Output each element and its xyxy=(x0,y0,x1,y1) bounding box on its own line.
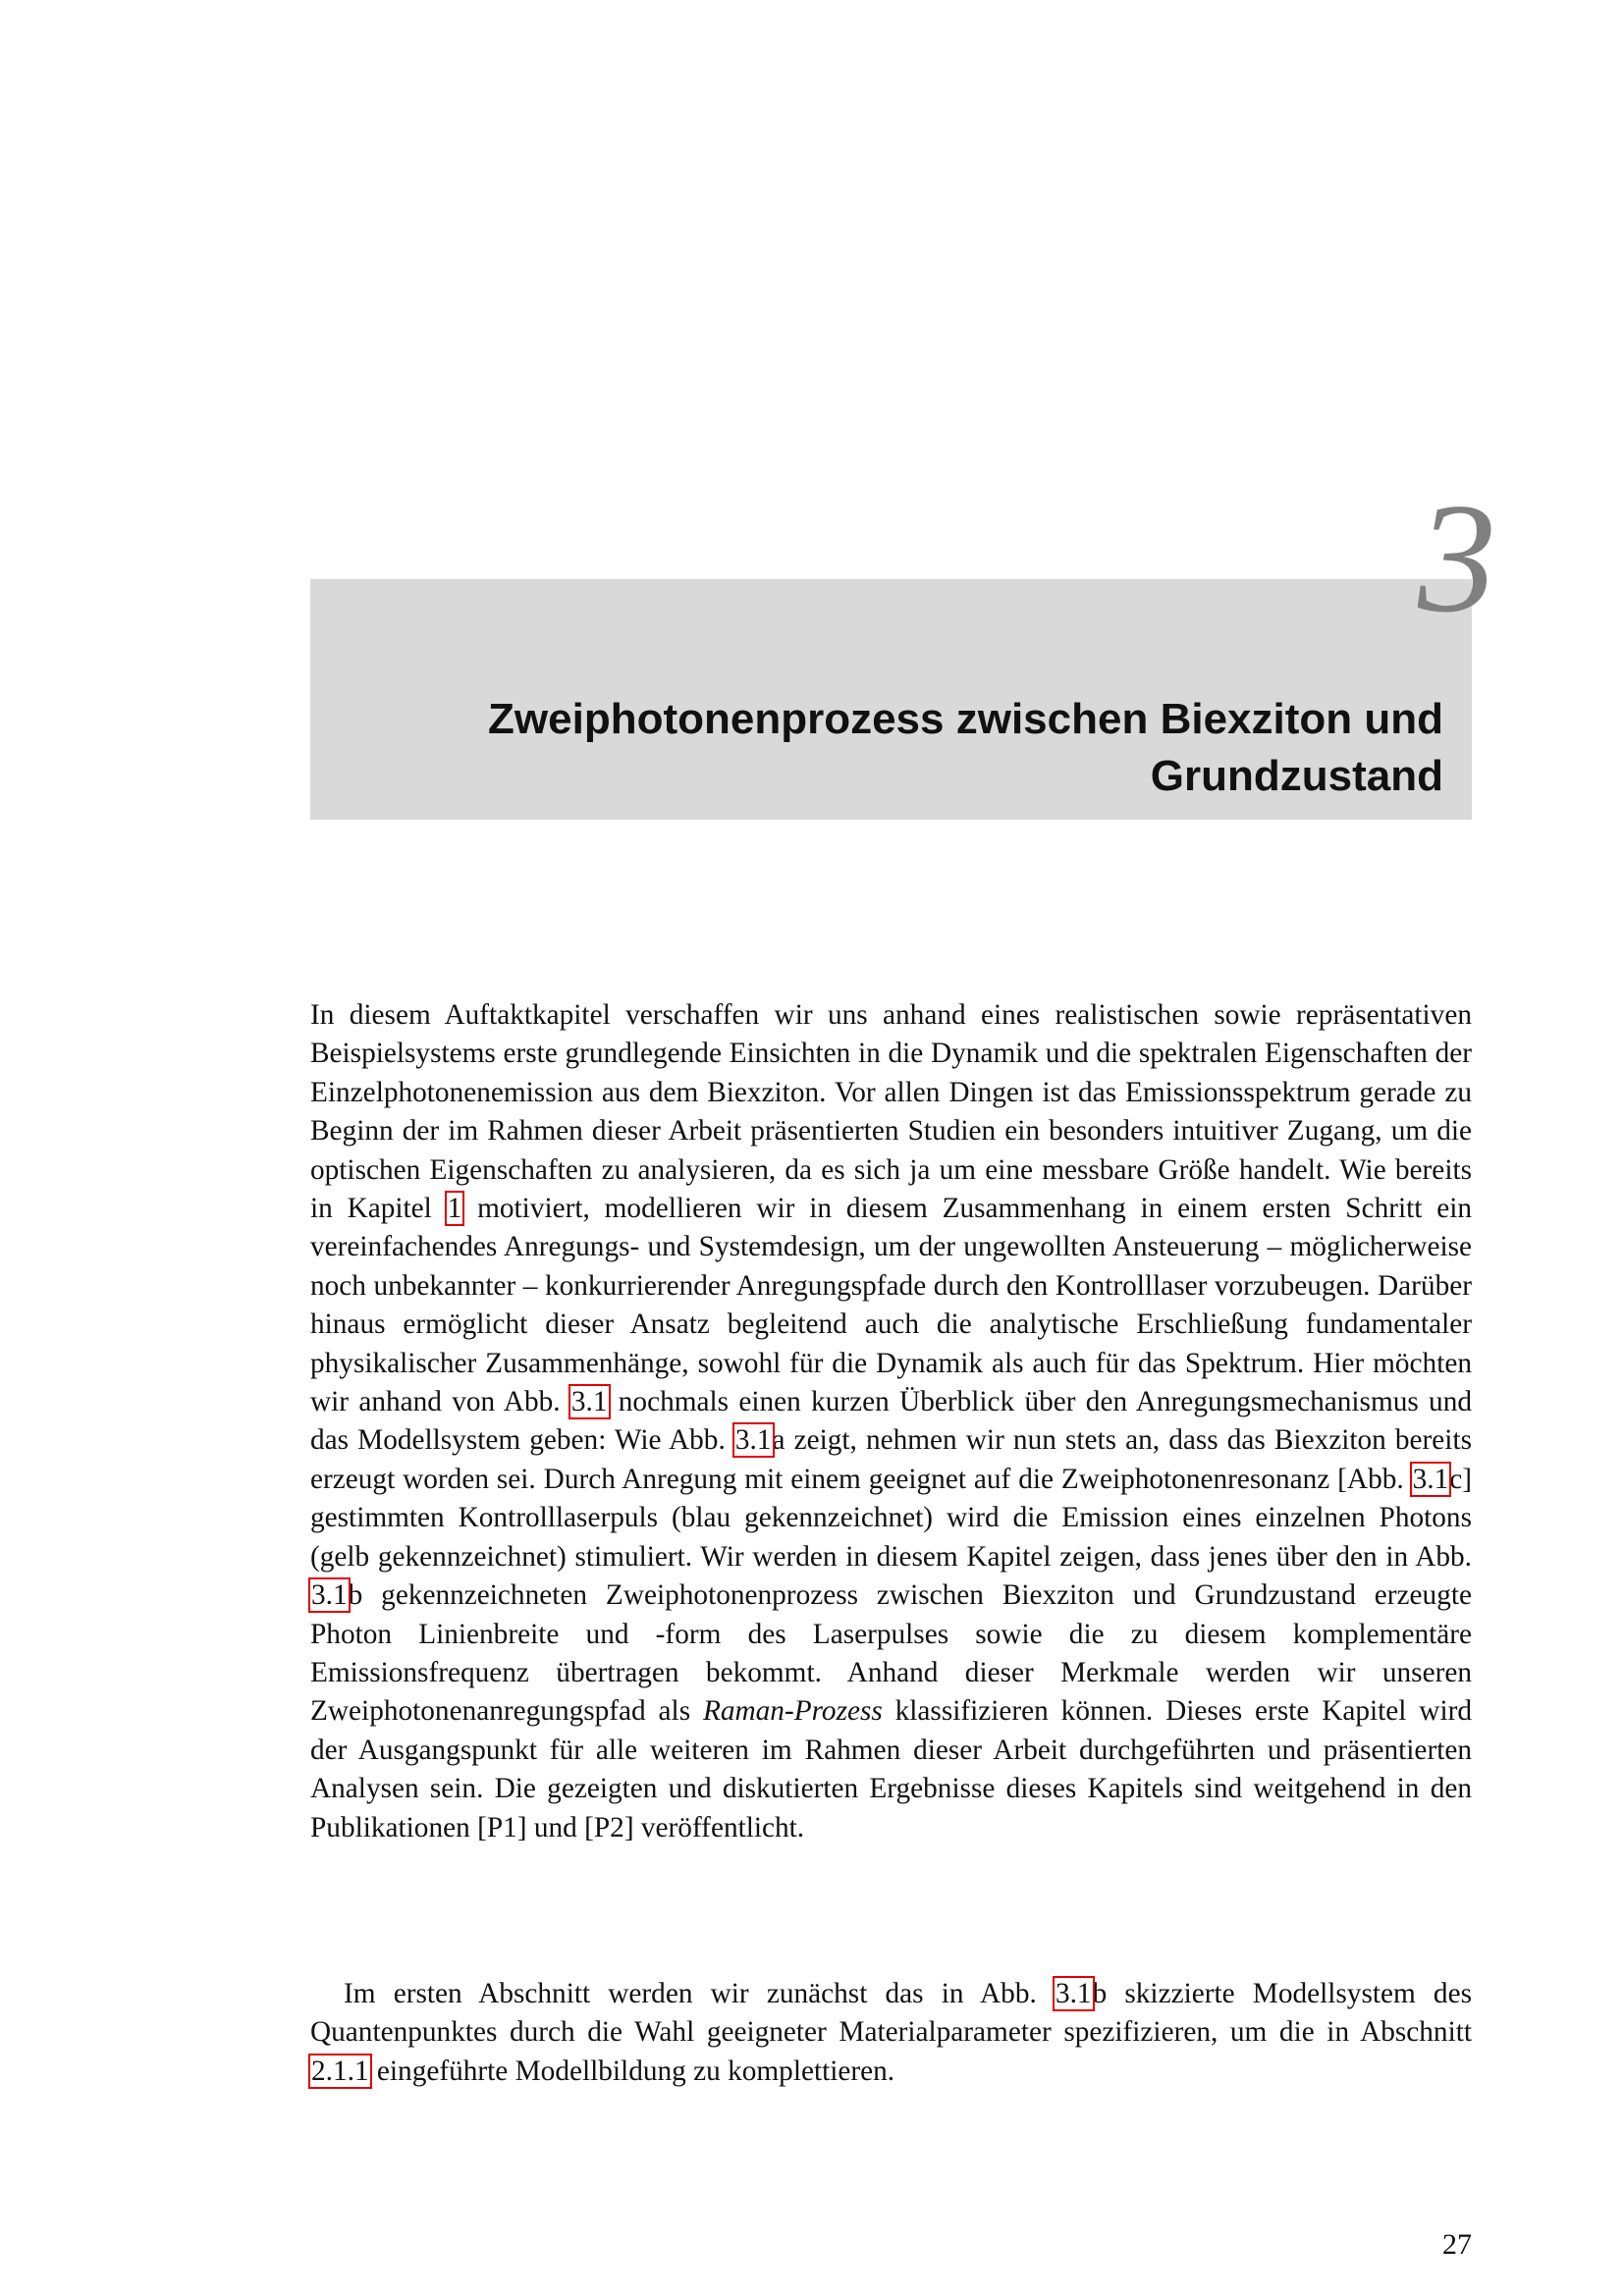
intro-paragraph xyxy=(310,996,1472,1847)
section-overview-paragraph xyxy=(310,1975,1472,2091)
section-reference-link[interactable]: 2.1.1 xyxy=(311,2055,369,2087)
text-segment: b skizzierte Modellsystem des Quantenpunktes durch die Wahl geeigneter Materialparameter spezifizieren, um die in Abschnitt xyxy=(310,1978,1472,2049)
text-segment: In diesem Auftaktkapitel verschaffen wir uns anhand eines realistischen sowie repräsentativen Beispielsystems erste grundlegende Einsichten in die Dynamik und die spektralen Eigenschaften der Einzelphotonenemission aus dem Biexziton. Vor allen Dingen ist das Emissionsspektrum gerade zu Beginn der im Rahmen dieser Arbeit präsentierten Studien ein besonders intuitiver Zugang, um die optischen Eigenschaften zu analysieren, da es sich ja um eine messbare Größe handelt. Wie bereits in Kapitel xyxy=(310,999,1472,1225)
figure-reference-link[interactable]: 3.1 xyxy=(1055,1978,1092,2009)
figure-reference-link[interactable]: 3.1 xyxy=(734,1424,772,1457)
emphasized-term: Raman-Prozess xyxy=(702,1695,883,1728)
figure-reference-link[interactable]: 3.1 xyxy=(570,1386,608,1418)
chapter-title-line-2: Grundzustand xyxy=(1150,752,1443,800)
chapter-title xyxy=(324,691,1443,805)
text-segment: eingeführte Modellbildung zu komplettieren. xyxy=(369,2055,895,2087)
figure-reference-link[interactable]: 3.1 xyxy=(1412,1463,1449,1495)
text-segment: klassifizieren können. Dieses erste Kapitel wird der Ausgangspunkt für alle weiteren im Rahmen dieser Arbeit durchgeführten und präsentierten Analysen sein. Die gezeigten und diskutierten Ergebnisse dieses Kapitels sind weitgehend in den Publikationen [P1] und [P2] veröffentlicht. xyxy=(310,1695,1472,1843)
chapter-reference-link[interactable]: 1 xyxy=(447,1193,462,1225)
chapter-number: 3 xyxy=(1418,470,1496,645)
text-segment: b gekennzeichneten Zweiphotonenprozess zwischen Biexziton und Grundzustand erzeugte Photon Linienbreite und -form des Laserpulses sowie die zu diesem komplementäre Emissionsfrequenz übertragen bekommt. Anhand dieser Merkmale werden wir unseren Zweiphotonenanregungspfad als xyxy=(310,1579,1472,1728)
text-segment: a zeigt, nehmen wir nun stets an, dass das Biexziton bereits erzeugt worden sei. Durch Anregung mit einem geeignet auf die Zweiphotonenresonanz [Abb. xyxy=(310,1424,1472,1495)
text-segment: Im ersten Abschnitt werden wir zunächst das in Abb. xyxy=(344,1978,1055,2009)
text-segment: motiviert, modellieren wir in diesem Zusammenhang in einem ersten Schritt ein vereinfachendes Anregungs- und Systemdesign, um der ungewollten Ansteuerung – möglicherweise noch unbekannter – konkurrierender Anregungspfade durch den Kontrolllaser vorzubeugen. Darüber hinaus ermöglicht dieser Ansatz begleitend auch die analytische Erschließung fundamentaler physikalischer Zusammenhänge, sowohl für die Dynamik als auch für das Spektrum. Hier möchten wir anhand von Abb. xyxy=(310,1193,1472,1418)
text-segment: nochmals einen kurzen Überblick über den Anregungsmechanismus und das Modellsystem geben: Wie Abb. xyxy=(310,1386,1473,1457)
page-number: 27 xyxy=(1442,2228,1472,2261)
chapter-title-line-1: Zweiphotonenprozess zwischen Biexziton und xyxy=(488,695,1443,743)
text-segment: c] gestimmten Kontrolllaserpuls (blau gekennzeichnet) wird die Emission eines einzelnen Photons (gelb gekennzeichnet) stimuliert. Wir werden in diesem Kapitel zeigen, dass jenes über den in Abb. xyxy=(310,1463,1472,1573)
figure-reference-link[interactable]: 3.1 xyxy=(311,1579,348,1612)
